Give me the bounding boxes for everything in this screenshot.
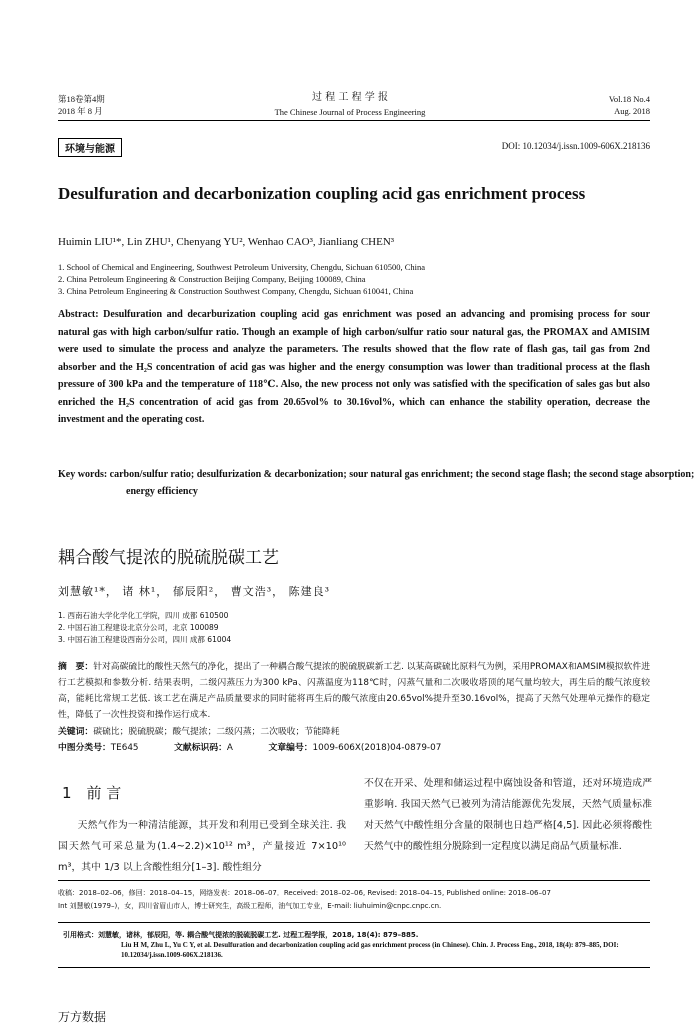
doi[interactable]: DOI: 10.12034/j.issn.1009-606X.218136 [501, 141, 650, 151]
header-rule [58, 120, 650, 121]
classification-line [58, 740, 650, 756]
body-column-left: 天然气作为一种清洁能源，其开发和利用已受到全球关注. 我国天然气可采总量为(1.4~2.2)×10¹² m³，产量接近 7×10¹⁰ m³，其中 1/3 以上含酸性组分[1–3]. 酸性组分 [58, 820, 346, 873]
keywords-en [58, 466, 700, 500]
abstract-en-label: Abstract: [58, 309, 99, 320]
authors-en: Huimin LIU¹*, Lin ZHU¹, Chenyang YU², Wenhao CAO³, Jianliang CHEN³ [58, 236, 395, 248]
section-heading: 1 前 言 [62, 784, 122, 802]
article-number-label: 文章编号： [268, 743, 313, 753]
article-number-value: 1009-606X(2018)04-0879-07 [312, 743, 442, 753]
affiliation-en-item: 2. China Petroleum Engineering & Construction Beijing Company, Beijing 100089, China [58, 274, 366, 284]
keywords-cn [58, 724, 650, 740]
abstract-en [58, 306, 650, 429]
journal-title-cn: 过 程 工 程 学 报 [312, 92, 388, 103]
keywords-cn-text: 碳硫比；脱硫脱碳；酸气提浓；二级闪蒸；二次吸收；节能降耗 [93, 727, 340, 737]
doc-code-label: 文献标识码： [174, 743, 227, 753]
journal-title-en: The Chinese Journal of Process Engineering [274, 107, 426, 117]
affiliations-cn [58, 610, 231, 646]
class-label: 中图分类号： [58, 743, 111, 753]
body-column-right: 不仅在开采、处理和储运过程中腐蚀设备和管道，还对环境造成严重影响. 我国天然气已被列为清洁能源优先发展，天然气质量标准对天然气中酸性组分含量的限制也日趋严格[4,5]. 因此必须将酸性天然气中的酸性组分脱除到一定程度以满足商品气质量标准. [364, 778, 652, 852]
abstract-cn-text: 针对高碳硫比的酸性天然气的净化，提出了一种耦合酸气提浓的脱硫脱碳新工艺. 以某高碳硫比原料气为例，采用PROMAX和AMSIM模拟软件进行工艺模拟和参数分析. 结果表明，二级闪蒸压力为300 kPa、闪蒸温度为118℃时，闪蒸气量和二次吸收塔顶的尾气量均较大，再生后的酸气浓度较高，能耗比常规工艺低. 该工艺在满足产品质量要求的同时能将再生后的酸气浓度由20.65vol%提升至30.16vol%，提高了天然气处理单元操作的稳定性，降低了一次性投资和操作运行成本. [58, 662, 650, 720]
keywords-en-text: carbon/sulfur ratio; desulfurization & decarbonization; sour natural gas enrichment; the second stage flash; the second stage absorption; energy efficiency [109, 469, 695, 497]
abstract-cn [58, 659, 650, 723]
keywords-en-label: Key words: [58, 469, 108, 480]
date-cn: 2018 年 8 月 [58, 106, 103, 116]
volume-cn: 第18卷第4期 [58, 94, 105, 104]
paper-title-en: Desulfuration and decarbonization coupling acid gas enrichment process [58, 184, 586, 203]
paper-title-cn: 耦合酸气提浓的脱硫脱碳工艺 [58, 548, 279, 568]
date-en: Aug. 2018 [614, 106, 650, 116]
doc-code-value: A [226, 743, 233, 753]
affiliation-cn-item: 2. 中国石油工程建设北京分公司，北京 100089 [58, 623, 219, 632]
affiliations-en [58, 261, 658, 297]
footnote-received: 收稿：2018–02–06，修回：2018–04–15，网络发表：2018–06–07．Received: 2018–02–06, Revised: 2018–04–15, Published online: 2018–06–07 [58, 889, 551, 897]
affiliation-en-item: 3. China Petroleum Engineering & Construction Southwest Company, Chengdu, Sichuan 610041, China [58, 286, 414, 296]
affiliation-cn-item: 1. 西南石油大学化学化工学院，四川 成都 610500 [58, 611, 229, 620]
affiliation-en-item: 1. School of Chemical and Engineering, Southwest Petroleum University, Chengdu, Sichuan 610500, China [58, 262, 426, 272]
watermark: 万方数据 [58, 1010, 107, 1024]
keywords-cn-label: 关键词： [58, 727, 94, 737]
footnote-author: Int 刘慧敏(1979–)，女，四川省眉山市人，博士研究生，高级工程师，油气加工专业，E-mail: liuhuimin@cnpc.cnpc.cn. [58, 902, 442, 910]
authors-cn: 刘慧敏¹*， 诸 林¹， 郁辰阳²， 曹文浩³， 陈建良³ [58, 585, 331, 598]
volume-en: Vol.18 No.4 [608, 94, 650, 104]
citation-en: Liu H M, Zhu L, Yu C Y, et al. Desulfuration and decarbonization coupling acid gas enrichment process (in Chinese). Chin. J. Process Eng., 2018, 18(4): 879–885, DOI: 10.12034/j.issn.1009-606X.218136. [121, 941, 619, 959]
citation-cn: 刘慧敏，诸林，郁辰阳，等. 耦合酸气提浓的脱硫脱碳工艺. 过程工程学报，2018, 18(4): 879–885. [98, 931, 419, 939]
affiliation-cn-item: 3. 中国石油工程建设西南分公司，四川 成都 61004 [58, 635, 232, 644]
citation-box [58, 922, 650, 968]
abstract-en-text: Desulfuration and decarburization coupling acid gas enrichment was posed an advancing and promising process for sour natural gas with high carbon/sulfur ratio. Though an example of high carbon/sulfur ratio sour natural gas, the PROMAX and AMISIM were used to simulate the process and analyze the parameters. The results showed that the flow rate of flash gas, tail gas from 2nd absorber and the H₂S concentration of acid gas was higher and the energy consumption was lower than traditional process at the flash pressure of 300 kPa and the temperature of 118℃. Also, the new process not only was satisfied with the specification of sales gas but also enriched the H₂S concentration of acid gas from 20.65vol% to 30.16vol%, which can enhance the stability operation, decrease the investment and the operating cost. [58, 309, 651, 425]
footnote-rule [58, 880, 650, 881]
class-value: TE645 [110, 743, 139, 753]
abstract-cn-label: 摘 要： [58, 662, 94, 672]
section-badge: 环境与能源 [58, 138, 122, 157]
citation-label: 引用格式： [63, 931, 98, 939]
